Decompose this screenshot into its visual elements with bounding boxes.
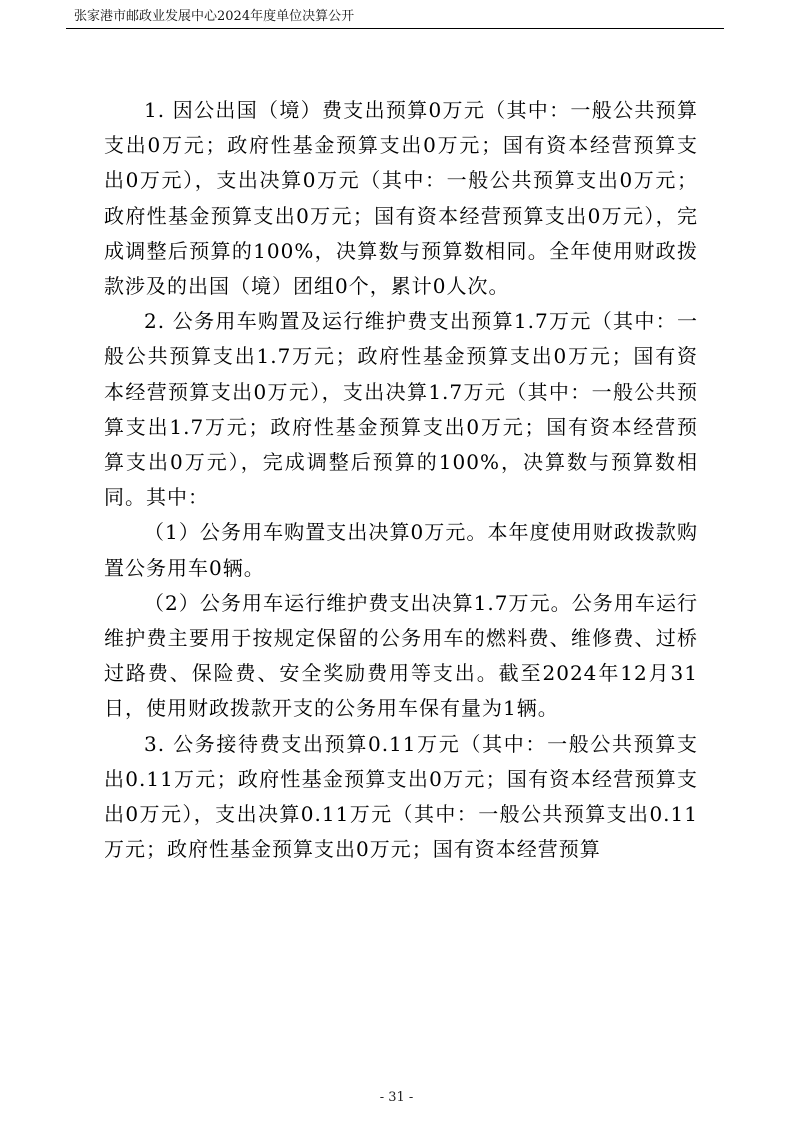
- header-divider: [66, 28, 724, 29]
- page-number: - 31 -: [379, 1090, 414, 1105]
- paragraph-official-vehicles: 2. 公务用车购置及运行维护费支出预算1.7万元（其中：一般公共预算支出1.7万元；政府性基金预算支出0万元；国有资本经营预算支出0万元），支出决算1.7万元（其中：一般公共预算支出1.7万元；政府性基金预算支出0万元；国有资本经营预算支出0万元），完成调整后预算的100%，决算数与预算数相同。其中：: [104, 309, 698, 510]
- document-body: [104, 93, 698, 867]
- paragraph-overseas-travel: 1. 因公出国（境）费支出预算0万元（其中：一般公共预算支出0万元；政府性基金预算支出0万元；国有资本经营预算支出0万元），支出决算0万元（其中：一般公共预算支出0万元；政府性基金预算支出0万元；国有资本经营预算支出0万元），完成调整后预算的100%，决算数与预算数相同。全年使用财政拨款涉及的出国（境）团组0个，累计0人次。: [104, 98, 698, 299]
- paragraph-vehicle-maintenance: （2）公务用车运行维护费支出决算1.7万元。公务用车运行维护费主要用于按规定保留的公务用车的燃料费、维修费、过桥过路费、保险费、安全奖励费用等支出。截至2024年12月31日，使用财政拨款开支的公务用车保有量为1辆。: [104, 590, 698, 721]
- page-header-title: 张家港市邮政业发展中心2024年度单位决算公开: [74, 9, 355, 24]
- paragraph-vehicle-purchase: （1）公务用车购置支出决算0万元。本年度使用财政拨款购置公务用车0辆。: [104, 520, 698, 580]
- paragraph-official-reception: 3. 公务接待费支出预算0.11万元（其中：一般公共预算支出0.11万元；政府性基金预算支出0万元；国有资本经营预算支出0万元），支出决算0.11万元（其中：一般公共预算支出0.11万元；政府性基金预算支出0万元；国有资本经营预算: [104, 731, 698, 862]
